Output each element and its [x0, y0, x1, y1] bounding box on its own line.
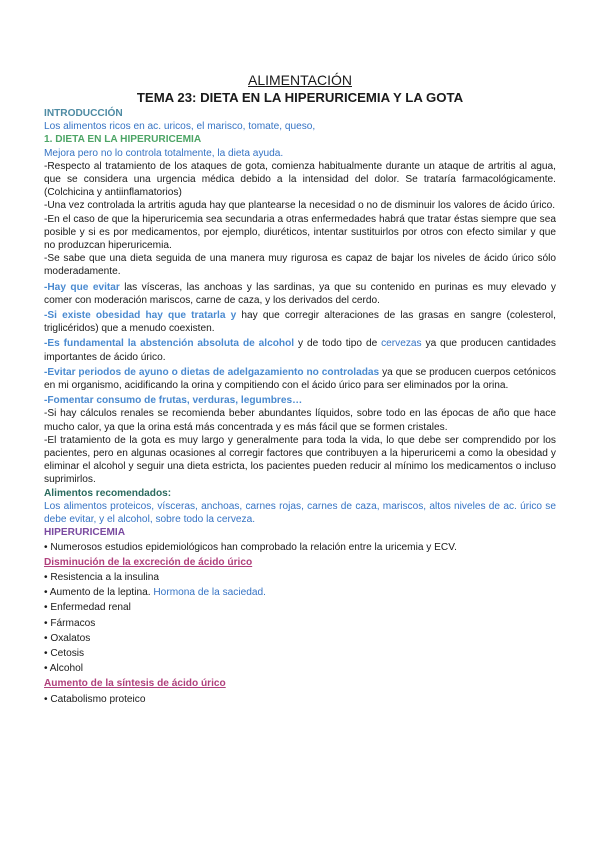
document-title: ALIMENTACIÓN	[248, 72, 352, 88]
list-item: • Resistencia a la insulina	[44, 571, 159, 583]
leptin-note: Hormona de la saciedad.	[153, 587, 266, 599]
highlight-fomentar: -Fomentar consumo de frutas, verduras, legumbres…	[44, 395, 303, 407]
paragraph-9	[44, 394, 556, 407]
hyperuricemia-heading: HIPERURICEMIA	[44, 527, 126, 539]
list-item: • Alcohol	[44, 663, 84, 675]
paragraph-10: -Si hay cálculos renales se recomienda beber abundantes líquidos, sobre todo en las épocas de año que hace mucho calor, ya que la orina está más concentrada y es más fácil que se formen cristales.	[44, 408, 556, 433]
intro-text: Los alimentos ricos en ac. uricos, el marisco, tomate, queso,	[44, 121, 316, 133]
section1-heading: 1. DIETA EN LA HIPERURICEMIA	[44, 134, 202, 146]
highlight-evitar: -Hay que evitar	[44, 281, 120, 293]
recommended-text: Los alimentos proteicos, vísceras, anchoas, carnes rojas, carnes de caza, mariscos, altos niveles de ac. úrico se debe evitar, y el alcohol, sobre todo la cerveza.	[44, 500, 556, 526]
list-item: • Cetosis	[44, 647, 85, 659]
paragraph-7-text-b: ya que producen cantidades importantes de ácido úrico.	[44, 338, 556, 363]
paragraph-3: -En el caso de que la hiperuricemia sea secundaria a otras enfermedades habrá que tratar éstas siempre que sea posible y si es por medicamentos, por ejemplo, diuréticos, intentar sustituirlos por otros con efecto similar y que no produzcan hiperuricemia.	[44, 213, 556, 252]
highlight-obesidad: -Si existe obesidad hay que tratarla y	[44, 310, 237, 322]
section1-note: Mejora pero no lo controla totalmente, la dieta ayuda.	[44, 147, 284, 159]
list-item: • Oxalatos	[44, 632, 91, 644]
highlight-ayuno: -Evitar periodos de ayuno o dietas de adelgazamiento no controladas	[44, 366, 380, 378]
paragraph-1: -Respecto al tratamiento de los ataques de gota, comienza habitualmente durante un ataque de artritis al agua, que se considera una urgencia médica debido a la intensidad del dolor. Se trataría farmacológicamente. (Colchicina y antiinflamatorios)	[44, 160, 556, 199]
paragraph-5	[44, 281, 556, 307]
paragraph-6	[44, 309, 556, 335]
paragraph-8	[44, 366, 556, 392]
paragraph-8-text: ya que se producen cuerpos cetónicos en mi organismo, acidificando la orina y compitiendo con el ácido úrico para ser eliminados por la orina.	[44, 366, 556, 392]
document-subtitle: TEMA 23: DIETA EN LA HIPERURICEMIA Y LA GOTA	[136, 90, 464, 105]
paragraph-11: -El tratamiento de la gota es muy largo y generalmente para toda la vida, lo que debe ser comprendido por los pacientes, pero en algunas ocasiones al corregir factores que contribuyen a la hiperuricemi a como la obesidad y eliminar el alcohol y seguir una dieta estricta, los pacientes pueden reducir al mínimo los medicamentos o incluso suprimirlos.	[44, 434, 556, 486]
paragraph-2: -Una vez controlada la artritis aguda hay que plantearse la necesidad o no de disminuir los valores de ácido úrico.	[44, 200, 556, 212]
paragraph-4: -Se sabe que una dieta seguida de una manera muy rigurosa es capaz de bajar los niveles de ácido úrico sólo moderadamente.	[44, 253, 556, 278]
paragraph-6-text: hay que corregir alteraciones de las grasas en sangre (colesterol, triglicéridos) que a menudo coexisten.	[44, 310, 556, 335]
leptin-item: • Aumento de la leptina.	[44, 587, 154, 599]
hyperuricemia-text: • Numerosos estudios epidemiológicos han comprobado la relación entre la uricemia y ECV.	[44, 541, 457, 553]
paragraph-7	[44, 337, 556, 363]
list-item: • Enfermedad renal	[44, 602, 131, 614]
highlight-alcohol: -Es fundamental la abstención absoluta de alcohol	[44, 338, 295, 350]
intro-heading: INTRODUCCIÓN	[44, 108, 123, 119]
paragraph-5-text: las vísceras, las anchoas y las sardinas, ya que su contenido en purinas es muy elevado y comer con moderación mariscos, carne de caza, y los derivados del cerdo.	[44, 281, 556, 306]
recommended-heading: Alimentos recomendados:	[44, 487, 172, 499]
paragraph-7-text-a: y de todo tipo de	[294, 338, 382, 350]
list-item: • Catabolismo proteico	[44, 693, 146, 705]
highlight-cervezas: cervezas	[381, 338, 422, 350]
list-item: • Fármacos	[44, 617, 96, 629]
list-item	[44, 585, 556, 600]
decrease-heading: Disminución de la excreción de ácido úrico	[44, 556, 253, 568]
increase-heading: Aumento de la síntesis de ácido úrico	[44, 678, 226, 690]
